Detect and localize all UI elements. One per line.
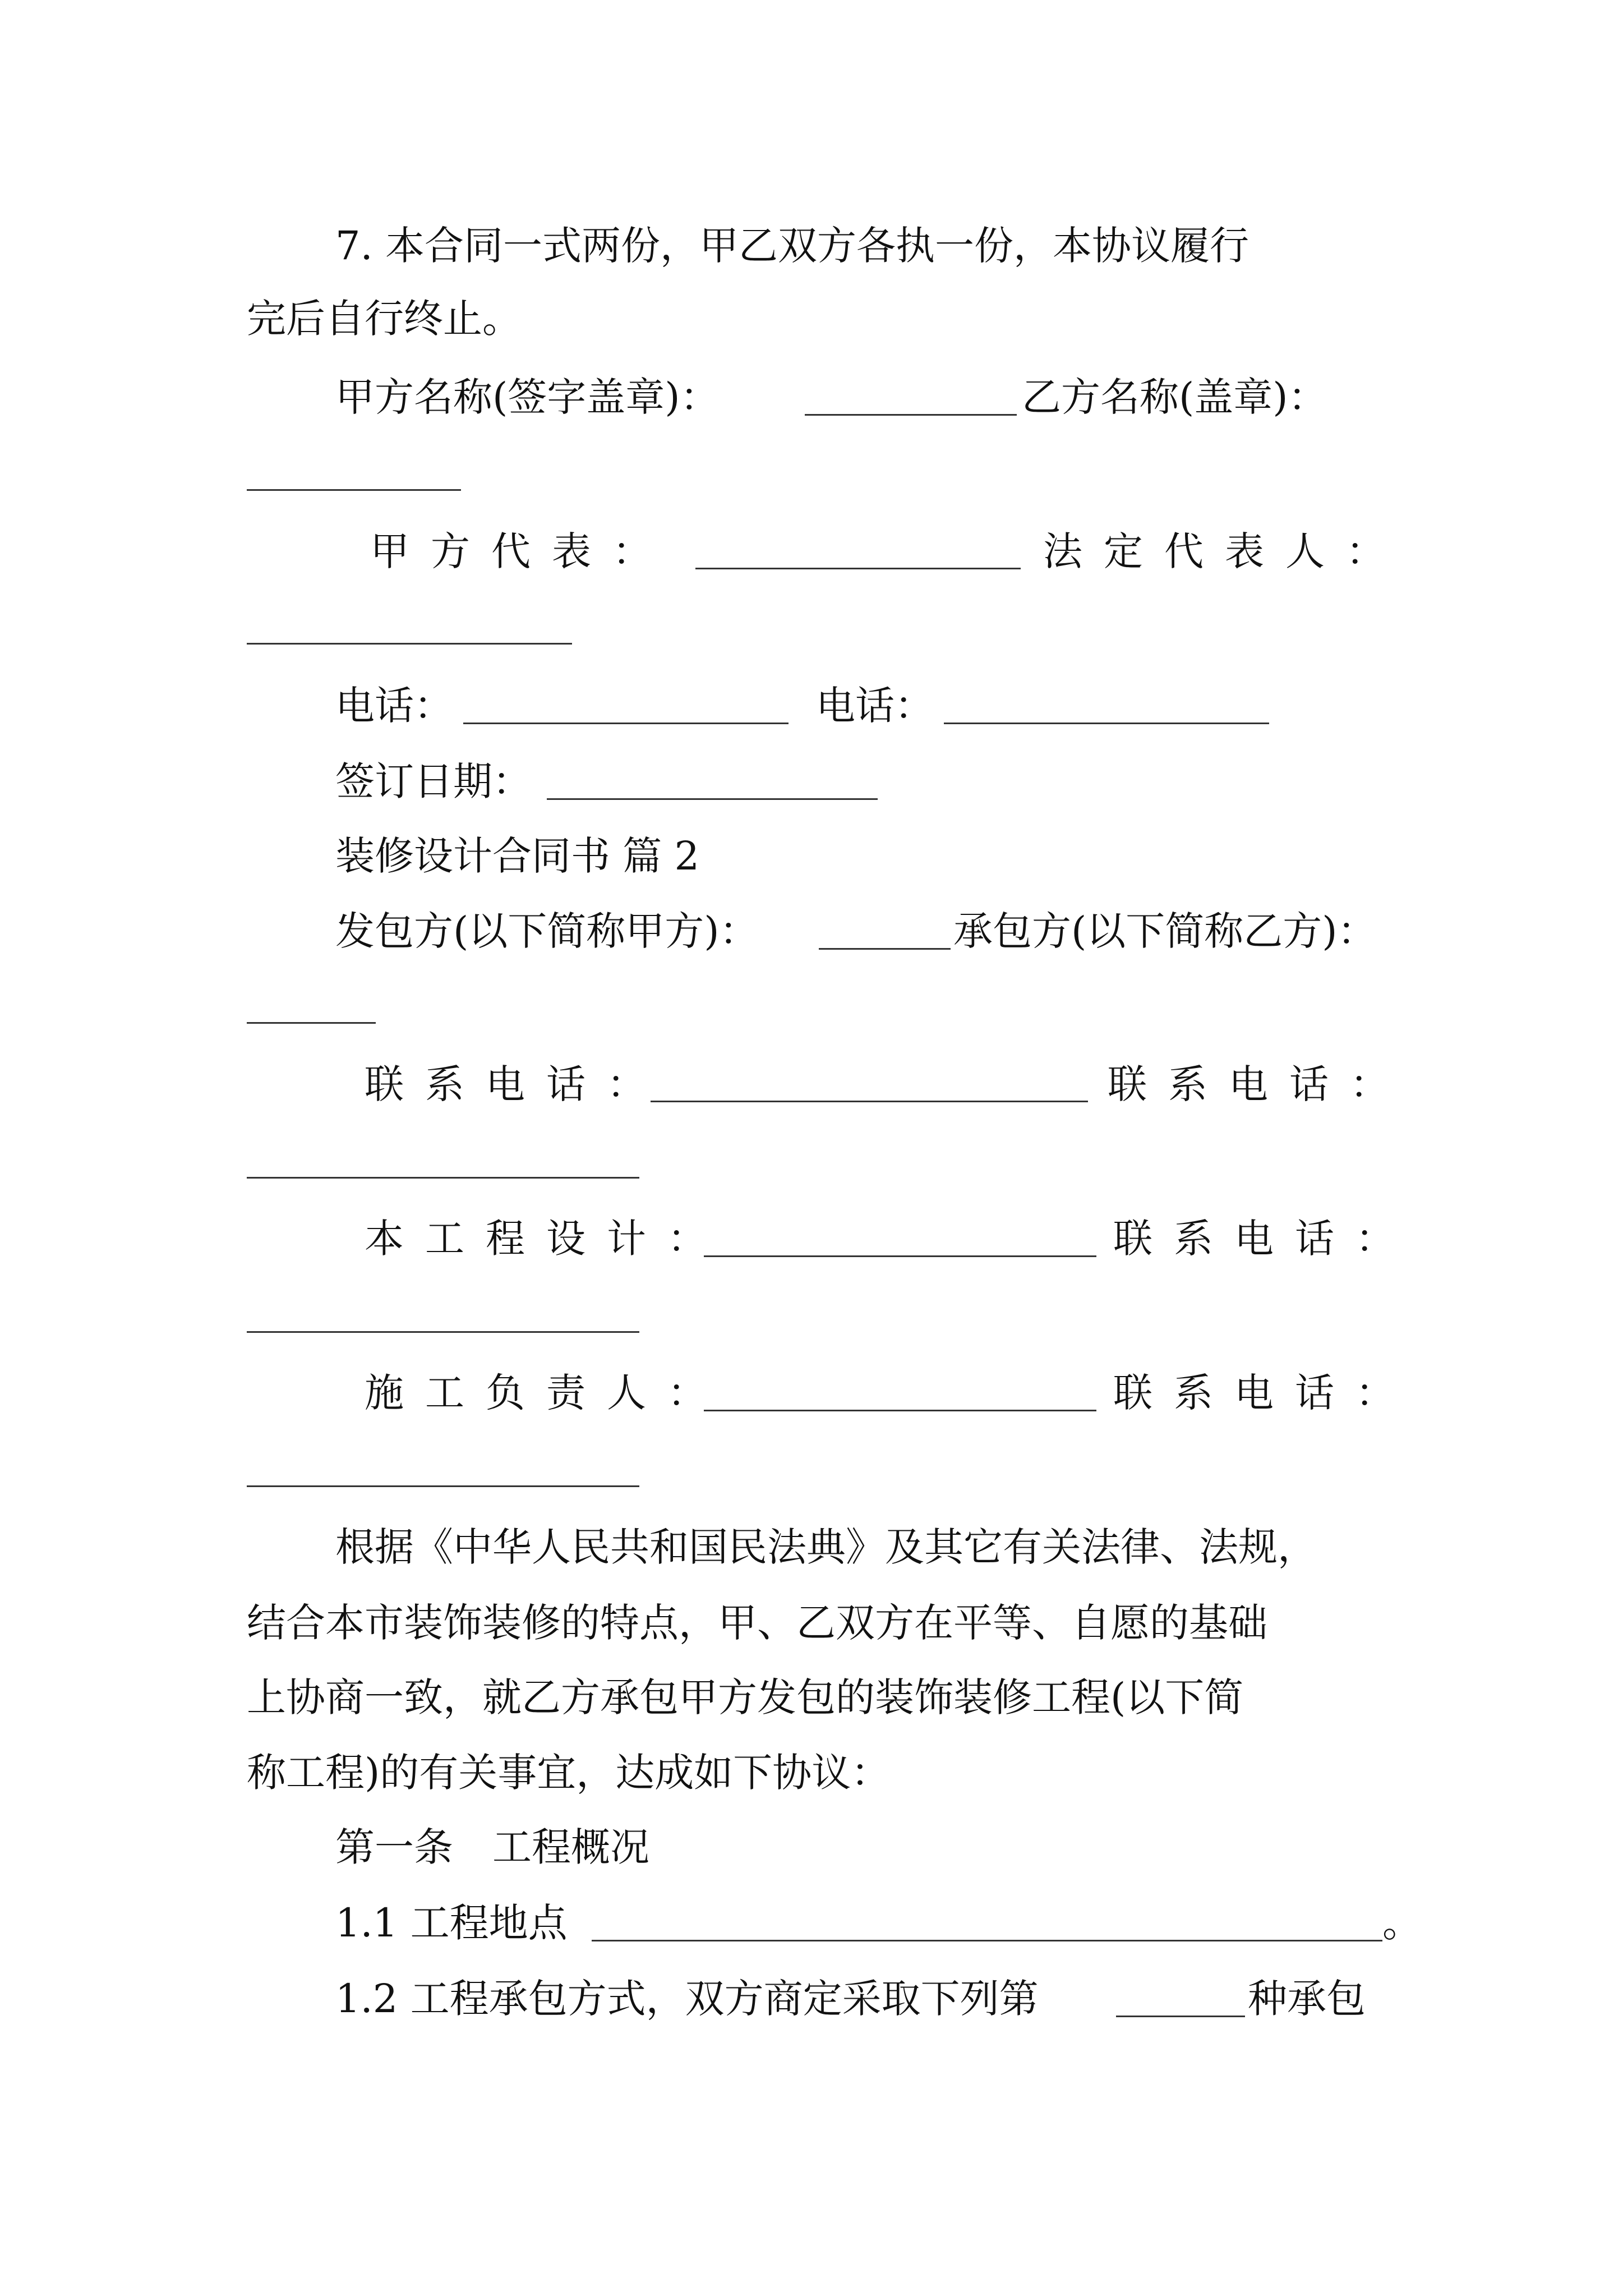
- item-1-1-end: 。: [1382, 1900, 1422, 1946]
- site-manager-label: 施工负责人：: [365, 1370, 728, 1416]
- client-contact-phone-label: 联系电话：: [365, 1061, 667, 1107]
- legal-rep-blank[interactable]: [247, 643, 572, 645]
- designer-label: 本工程设计：: [365, 1216, 728, 1262]
- contractor-contact-phone-blank[interactable]: [247, 1177, 639, 1179]
- designer-phone-label: 联系电话：: [1113, 1216, 1416, 1262]
- party-b-phone-blank[interactable]: [944, 723, 1269, 724]
- site-manager-blank[interactable]: [704, 1410, 1096, 1411]
- intro-line-1: 根据《中华人民共和国民法典》及其它有关法律、法规，: [335, 1524, 1317, 1570]
- article-1-title: 第一条 工程概况: [335, 1824, 649, 1870]
- intro-line-4: 称工程)的有关事宜，达成如下协议：: [247, 1750, 891, 1796]
- contractor-label: 承包方(以下简称乙方)：: [953, 908, 1377, 954]
- sign-date-blank[interactable]: [547, 798, 878, 800]
- party-b-name-label: 乙方名称(盖章)：: [1022, 374, 1327, 420]
- clause-7-line-2: 完后自行终止。: [247, 296, 522, 342]
- designer-phone-blank[interactable]: [247, 1331, 639, 1333]
- intro-line-2: 结合本市装饰装修的特点，甲、乙双方在平等、自愿的基础: [247, 1600, 1267, 1646]
- section-title: 装修设计合同书 篇 2: [335, 833, 700, 879]
- party-a-rep-blank[interactable]: [695, 568, 1021, 569]
- sign-date-label: 签订日期：: [335, 758, 532, 804]
- client-blank[interactable]: [819, 948, 951, 950]
- party-a-rep-label: 甲方代表：: [370, 528, 673, 574]
- site-manager-phone-blank[interactable]: [247, 1485, 639, 1487]
- client-label: 发包方(以下简称甲方)：: [335, 908, 759, 954]
- intro-line-3: 上协商一致，就乙方承包甲方发包的装饰装修工程(以下简: [247, 1674, 1244, 1720]
- client-contact-phone-blank[interactable]: [651, 1101, 1088, 1102]
- party-b-name-blank[interactable]: [247, 489, 461, 491]
- party-a-phone-label: 电话：: [335, 683, 453, 729]
- legal-rep-label: 法定代表人：: [1043, 528, 1407, 574]
- item-1-1-label: 1.1 工程地点: [335, 1900, 568, 1946]
- site-manager-phone-label: 联系电话：: [1113, 1370, 1416, 1416]
- contractor-blank[interactable]: [247, 1022, 376, 1024]
- item-1-2-end: 种承包: [1248, 1976, 1366, 2022]
- party-a-name-label: 甲方名称(签字盖章)：: [335, 374, 720, 420]
- item-1-1-blank[interactable]: [592, 1940, 1382, 1941]
- item-1-2-label: 1.2 工程承包方式，双方商定采取下列第: [335, 1976, 1039, 2022]
- contractor-contact-phone-label: 联系电话：: [1108, 1061, 1410, 1107]
- party-b-phone-label: 电话：: [816, 683, 934, 729]
- party-a-phone-blank[interactable]: [463, 723, 789, 724]
- party-a-name-blank[interactable]: [805, 414, 1017, 416]
- clause-7-line-1: 7. 本合同一式两份，甲乙双方各执一份，本协议履行: [335, 223, 1249, 269]
- item-1-2-blank[interactable]: [1116, 2016, 1245, 2017]
- designer-blank[interactable]: [704, 1255, 1096, 1257]
